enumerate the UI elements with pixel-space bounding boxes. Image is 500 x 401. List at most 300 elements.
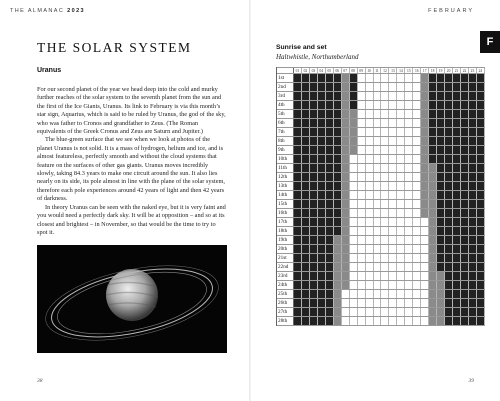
hour-cell bbox=[342, 110, 350, 118]
hour-cell bbox=[374, 191, 382, 199]
hour-cell bbox=[405, 137, 413, 145]
hour-cell bbox=[374, 236, 382, 244]
hour-cell bbox=[366, 227, 374, 235]
hour-cell bbox=[381, 254, 389, 262]
hour-cell bbox=[477, 200, 485, 208]
hour-cell bbox=[437, 74, 445, 82]
hour-cell bbox=[445, 119, 453, 127]
hour-cell bbox=[358, 290, 366, 298]
hour-cell bbox=[437, 263, 445, 271]
hour-cell bbox=[453, 173, 461, 181]
hour-cell bbox=[310, 119, 318, 127]
hour-cell bbox=[469, 308, 477, 316]
hour-cell bbox=[413, 110, 421, 118]
hour-cell bbox=[381, 191, 389, 199]
hour-cell bbox=[469, 182, 477, 190]
hour-cell bbox=[461, 245, 469, 253]
hour-cell bbox=[405, 272, 413, 280]
hour-cell bbox=[429, 74, 437, 82]
hour-cell bbox=[437, 182, 445, 190]
hour-cell bbox=[389, 218, 397, 226]
hour-label: 12 bbox=[381, 68, 389, 73]
day-label: 21st bbox=[277, 254, 294, 262]
hour-cell bbox=[421, 200, 429, 208]
hour-cell bbox=[477, 299, 485, 307]
hour-cell bbox=[381, 173, 389, 181]
hour-cell bbox=[326, 101, 334, 109]
hour-cell bbox=[310, 200, 318, 208]
hour-cell bbox=[310, 281, 318, 289]
hour-cell bbox=[437, 101, 445, 109]
hour-cell bbox=[421, 227, 429, 235]
hour-cell bbox=[358, 245, 366, 253]
hour-cell bbox=[342, 101, 350, 109]
hour-cell bbox=[389, 254, 397, 262]
hour-cell bbox=[366, 128, 374, 136]
hour-cell bbox=[310, 155, 318, 163]
hour-cell bbox=[421, 299, 429, 307]
hour-cell bbox=[405, 317, 413, 325]
hour-cell bbox=[477, 209, 485, 217]
hour-cell bbox=[413, 209, 421, 217]
hour-cell bbox=[350, 245, 358, 253]
hour-cell bbox=[350, 137, 358, 145]
hour-cell bbox=[318, 236, 326, 244]
hour-cell bbox=[374, 182, 382, 190]
hour-cell bbox=[381, 317, 389, 325]
day-row bbox=[277, 200, 485, 209]
hour-cell bbox=[294, 146, 302, 154]
hour-cell bbox=[366, 245, 374, 253]
hour-label: 06 bbox=[334, 68, 342, 73]
hour-label: 08 bbox=[350, 68, 358, 73]
hour-cell bbox=[413, 101, 421, 109]
hour-cell bbox=[294, 317, 302, 325]
hour-cell bbox=[469, 101, 477, 109]
hour-cell bbox=[326, 200, 334, 208]
hour-cell bbox=[334, 263, 342, 271]
paragraph-1: For our second planet of the year we head deep into the cold and murky further reaches of the solar system to the seventh planet from the sun and the first of the Ice Giants, Uranus. Its link to February is via this month’s star sign, Aquarius, which is said to be ruled by Uranus, the god of the sky, who was father to Cronos and grandfather to Zeus. (The Roman equivalents of the Greek Cronus and Zeus are Saturn and Jupiter.) bbox=[37, 86, 226, 136]
day-row bbox=[277, 299, 485, 308]
hour-cell bbox=[366, 146, 374, 154]
hour-cell bbox=[358, 92, 366, 100]
hour-cell bbox=[310, 164, 318, 172]
hour-cell bbox=[310, 317, 318, 325]
hour-cell bbox=[374, 128, 382, 136]
hour-cell bbox=[389, 245, 397, 253]
hour-cell bbox=[374, 137, 382, 145]
hour-cell bbox=[397, 110, 405, 118]
hour-cell bbox=[334, 299, 342, 307]
hour-cell bbox=[445, 164, 453, 172]
hour-cell bbox=[477, 254, 485, 262]
hour-cell bbox=[318, 146, 326, 154]
hour-cell bbox=[461, 137, 469, 145]
hour-cell bbox=[389, 137, 397, 145]
hour-cell bbox=[437, 83, 445, 91]
hour-cell bbox=[397, 236, 405, 244]
hour-cell bbox=[350, 209, 358, 217]
hour-cell bbox=[413, 164, 421, 172]
hour-cell bbox=[461, 218, 469, 226]
hour-cell bbox=[381, 182, 389, 190]
hour-label: 07 bbox=[342, 68, 350, 73]
hour-label: 01 bbox=[294, 68, 302, 73]
month-tab[interactable]: F bbox=[480, 31, 500, 53]
hour-cell bbox=[350, 128, 358, 136]
hour-cell bbox=[350, 299, 358, 307]
hour-cell bbox=[461, 182, 469, 190]
hour-cell bbox=[469, 110, 477, 118]
hour-cell bbox=[397, 119, 405, 127]
hour-cell bbox=[318, 218, 326, 226]
hour-cell bbox=[469, 218, 477, 226]
hour-cell bbox=[413, 173, 421, 181]
hour-cell bbox=[310, 209, 318, 217]
hour-cell bbox=[358, 119, 366, 127]
hour-cell bbox=[366, 299, 374, 307]
day-label: 15th bbox=[277, 200, 294, 208]
hour-cell bbox=[302, 164, 310, 172]
hour-cell bbox=[397, 317, 405, 325]
hour-cell bbox=[469, 290, 477, 298]
hour-cell bbox=[413, 128, 421, 136]
hour-cell bbox=[413, 281, 421, 289]
hour-cell bbox=[342, 245, 350, 253]
hour-cell bbox=[358, 173, 366, 181]
day-label: 25th bbox=[277, 290, 294, 298]
hour-cell bbox=[326, 173, 334, 181]
hour-cell bbox=[437, 281, 445, 289]
hour-cell bbox=[477, 308, 485, 316]
hour-cell bbox=[302, 119, 310, 127]
hour-cell bbox=[334, 227, 342, 235]
hour-cell bbox=[421, 173, 429, 181]
hour-cell bbox=[413, 182, 421, 190]
hour-cell bbox=[318, 272, 326, 280]
hour-cell bbox=[334, 281, 342, 289]
hour-cell bbox=[429, 236, 437, 244]
hour-cell bbox=[469, 317, 477, 325]
hour-cell bbox=[350, 101, 358, 109]
hour-cell bbox=[429, 110, 437, 118]
hour-cell bbox=[461, 254, 469, 262]
hour-cell bbox=[429, 218, 437, 226]
hour-cell bbox=[461, 272, 469, 280]
hour-cell bbox=[397, 146, 405, 154]
hour-cell bbox=[453, 308, 461, 316]
day-row bbox=[277, 317, 485, 326]
hour-cell bbox=[477, 317, 485, 325]
hour-cell bbox=[453, 272, 461, 280]
hour-cell bbox=[453, 317, 461, 325]
hour-cell bbox=[358, 182, 366, 190]
hour-cell bbox=[429, 272, 437, 280]
hour-cell bbox=[350, 146, 358, 154]
hour-cell bbox=[294, 119, 302, 127]
hour-cell bbox=[429, 155, 437, 163]
hour-cell bbox=[437, 317, 445, 325]
hour-cell bbox=[374, 209, 382, 217]
hour-cell bbox=[374, 92, 382, 100]
hour-cell bbox=[294, 83, 302, 91]
day-label: 22nd bbox=[277, 263, 294, 271]
hour-cell bbox=[342, 182, 350, 190]
hour-cell bbox=[397, 209, 405, 217]
hour-cell bbox=[413, 74, 421, 82]
hour-cell bbox=[310, 245, 318, 253]
hour-cell bbox=[350, 74, 358, 82]
hour-cell bbox=[437, 146, 445, 154]
day-label: 6th bbox=[277, 119, 294, 127]
hour-cell bbox=[389, 119, 397, 127]
hour-label: 18 bbox=[429, 68, 437, 73]
hour-cell bbox=[381, 119, 389, 127]
hour-cell bbox=[389, 200, 397, 208]
hour-cell bbox=[302, 128, 310, 136]
hour-cell bbox=[461, 299, 469, 307]
day-label: 23rd bbox=[277, 272, 294, 280]
hour-cell bbox=[445, 74, 453, 82]
hour-cell bbox=[445, 191, 453, 199]
hour-cell bbox=[405, 290, 413, 298]
hour-cell bbox=[445, 92, 453, 100]
hour-cell bbox=[381, 236, 389, 244]
hour-cell bbox=[374, 164, 382, 172]
hour-cell bbox=[389, 74, 397, 82]
hour-cell bbox=[366, 263, 374, 271]
hour-cell bbox=[381, 146, 389, 154]
hour-cell bbox=[294, 254, 302, 262]
hour-cell bbox=[469, 173, 477, 181]
hour-cell bbox=[413, 263, 421, 271]
hour-cell bbox=[429, 173, 437, 181]
hour-cell bbox=[302, 155, 310, 163]
hour-cell bbox=[342, 317, 350, 325]
hour-cell bbox=[334, 110, 342, 118]
hour-cell bbox=[453, 209, 461, 217]
day-row bbox=[277, 74, 485, 83]
hour-cell bbox=[358, 308, 366, 316]
hour-cell bbox=[469, 155, 477, 163]
hour-cell bbox=[469, 146, 477, 154]
hour-cell bbox=[374, 218, 382, 226]
hour-cell bbox=[453, 137, 461, 145]
day-row bbox=[277, 155, 485, 164]
hour-cell bbox=[453, 110, 461, 118]
hour-cell bbox=[429, 317, 437, 325]
hour-cell bbox=[397, 92, 405, 100]
day-row bbox=[277, 281, 485, 290]
hour-cell bbox=[334, 200, 342, 208]
hour-cell bbox=[389, 308, 397, 316]
hour-cell bbox=[405, 83, 413, 91]
hour-cell bbox=[429, 200, 437, 208]
hour-cell bbox=[318, 281, 326, 289]
hour-cell bbox=[366, 173, 374, 181]
hour-cell bbox=[342, 92, 350, 100]
day-row bbox=[277, 245, 485, 254]
hour-cell bbox=[397, 200, 405, 208]
hour-cell bbox=[389, 83, 397, 91]
hour-cell bbox=[334, 245, 342, 253]
hour-cell bbox=[294, 164, 302, 172]
hour-cell bbox=[374, 101, 382, 109]
hour-cell bbox=[326, 281, 334, 289]
hour-cell bbox=[469, 254, 477, 262]
hour-cell bbox=[334, 308, 342, 316]
day-row bbox=[277, 227, 485, 236]
hour-cell bbox=[334, 137, 342, 145]
hour-cell bbox=[413, 299, 421, 307]
hour-cell bbox=[429, 299, 437, 307]
hour-cell bbox=[318, 290, 326, 298]
hour-cell bbox=[413, 245, 421, 253]
hour-cell bbox=[389, 290, 397, 298]
hour-label: 14 bbox=[397, 68, 405, 73]
hour-cell bbox=[302, 146, 310, 154]
hour-cell bbox=[366, 236, 374, 244]
hour-cell bbox=[302, 110, 310, 118]
hour-cell bbox=[358, 164, 366, 172]
hour-cell bbox=[350, 218, 358, 226]
hour-cell bbox=[294, 245, 302, 253]
day-label: 11th bbox=[277, 164, 294, 172]
hour-cell bbox=[381, 110, 389, 118]
hour-cell bbox=[421, 146, 429, 154]
hour-cell bbox=[294, 137, 302, 145]
hour-cell bbox=[318, 191, 326, 199]
hour-cell bbox=[358, 218, 366, 226]
hour-cell bbox=[421, 164, 429, 172]
hour-cell bbox=[397, 308, 405, 316]
hour-cell bbox=[421, 155, 429, 163]
hour-cell bbox=[461, 110, 469, 118]
hour-cell bbox=[302, 236, 310, 244]
hour-cell bbox=[318, 110, 326, 118]
hour-cell bbox=[318, 317, 326, 325]
hour-cell bbox=[413, 290, 421, 298]
hour-cell bbox=[374, 74, 382, 82]
uranus-illustration bbox=[37, 245, 227, 353]
hour-cell bbox=[405, 110, 413, 118]
hour-cell bbox=[437, 137, 445, 145]
hour-cell bbox=[389, 281, 397, 289]
hour-cell bbox=[389, 317, 397, 325]
hour-cell bbox=[469, 137, 477, 145]
day-row bbox=[277, 182, 485, 191]
hour-cell bbox=[294, 155, 302, 163]
hour-cell bbox=[421, 218, 429, 226]
hour-cell bbox=[302, 209, 310, 217]
hour-label: 11 bbox=[374, 68, 382, 73]
table-title: Sunrise and set bbox=[276, 44, 327, 51]
hour-cell bbox=[381, 281, 389, 289]
hour-cell bbox=[397, 155, 405, 163]
hour-cell bbox=[342, 155, 350, 163]
hour-cell bbox=[421, 101, 429, 109]
hour-cell bbox=[445, 227, 453, 235]
hour-cell bbox=[413, 218, 421, 226]
hour-cell bbox=[469, 119, 477, 127]
hour-cell bbox=[366, 119, 374, 127]
day-label: 13th bbox=[277, 182, 294, 190]
hour-cell bbox=[294, 209, 302, 217]
hour-cell bbox=[429, 128, 437, 136]
hour-cell bbox=[342, 254, 350, 262]
hour-cell bbox=[318, 299, 326, 307]
hour-cell bbox=[453, 290, 461, 298]
hour-label: 19 bbox=[437, 68, 445, 73]
hour-cell bbox=[326, 191, 334, 199]
hour-cell bbox=[294, 92, 302, 100]
hour-cell bbox=[358, 200, 366, 208]
hour-cell bbox=[453, 92, 461, 100]
hour-cell bbox=[374, 308, 382, 316]
hour-cell bbox=[358, 272, 366, 280]
hour-cell bbox=[397, 272, 405, 280]
hour-cell bbox=[302, 227, 310, 235]
hour-cell bbox=[429, 164, 437, 172]
hour-cell bbox=[429, 101, 437, 109]
hour-cell bbox=[350, 236, 358, 244]
hour-cell bbox=[445, 263, 453, 271]
hour-cell bbox=[302, 182, 310, 190]
hour-cell bbox=[477, 119, 485, 127]
day-row bbox=[277, 119, 485, 128]
hour-cell bbox=[429, 182, 437, 190]
hour-cell bbox=[302, 299, 310, 307]
hour-cell bbox=[334, 128, 342, 136]
hour-cell bbox=[310, 191, 318, 199]
day-label: 24th bbox=[277, 281, 294, 289]
hour-cell bbox=[429, 83, 437, 91]
hour-cell bbox=[326, 92, 334, 100]
hour-cell bbox=[477, 281, 485, 289]
hour-cell bbox=[413, 236, 421, 244]
hour-cell bbox=[310, 101, 318, 109]
hour-cell bbox=[469, 164, 477, 172]
hour-cell bbox=[318, 155, 326, 163]
hour-cell bbox=[326, 218, 334, 226]
hour-cell bbox=[437, 254, 445, 262]
hour-cell bbox=[294, 173, 302, 181]
hour-cell bbox=[405, 308, 413, 316]
hour-cell bbox=[453, 254, 461, 262]
hour-cell bbox=[326, 272, 334, 280]
page-number-right: 39 bbox=[468, 378, 474, 384]
hour-cell bbox=[413, 317, 421, 325]
hour-cell bbox=[405, 119, 413, 127]
day-row bbox=[277, 101, 485, 110]
left-page bbox=[0, 0, 249, 401]
hour-cell bbox=[477, 101, 485, 109]
hour-cell bbox=[366, 218, 374, 226]
hour-cell bbox=[318, 245, 326, 253]
hour-cell bbox=[429, 137, 437, 145]
day-row bbox=[277, 83, 485, 92]
hour-cell bbox=[461, 191, 469, 199]
hour-cell bbox=[381, 83, 389, 91]
hour-cell bbox=[302, 290, 310, 298]
day-row bbox=[277, 236, 485, 245]
hour-cell bbox=[334, 218, 342, 226]
hour-cell bbox=[429, 209, 437, 217]
hour-cell bbox=[461, 317, 469, 325]
hour-cell bbox=[477, 83, 485, 91]
hour-cell bbox=[461, 146, 469, 154]
hour-cell bbox=[453, 299, 461, 307]
